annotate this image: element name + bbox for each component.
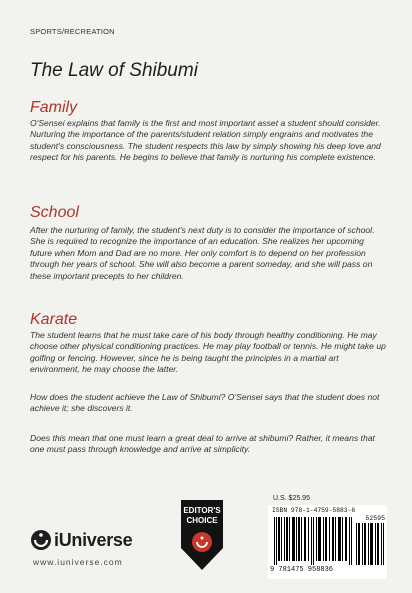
barcode-addon-icon [356,523,384,565]
section-heading-school: School [30,204,79,221]
seal-emblem-icon [192,532,212,552]
section-text-karate: The student learns that he must take care of his body through healthy conditioning. He may choose other physical conditioning practices. He may play football or tennis. He might take up golfing or fencing. However, since he is being taught the principles in a martial art environment, he may choose the latter. [30,330,386,375]
section-text-family: O'Sensei explains that family is the first and most important asset a student should consider. Nurturing the importance of the parents/student relation simply engrains and motivates the student's consciousness. The student respects this law by simply showing his deep love and respect for his parents. He begins to believe that family is nurturing his complete existence. [30,118,381,163]
seal-line1: EDITOR'S [183,506,221,515]
book-title: The Law of Shibumi [30,60,198,81]
seal-line2: CHOICE [186,516,218,525]
publisher-name: iUniverse [54,529,133,550]
category-label: SPORTS/RECREATION [30,27,115,36]
barcode-area [268,505,387,579]
addon-code: 52595 [365,515,385,522]
closing-answer: Does this mean that one must learn a great deal to arrive at shibumi? Rather, it means that one must pass through knowledge and arrive at simplicity. [30,433,375,455]
price-label: U.S. $25.95 [273,495,310,502]
closing-question: How does the student achieve the Law of Shibumi? O'Sensei says that the student does not achieve it; she discovers it. [30,392,380,414]
editors-choice-seal [177,498,227,572]
barcode-number: 9 781475 958836 [270,566,334,574]
isbn-text: ISBN 978-1-4759-5883-6 [272,507,356,514]
publisher-logo [30,529,132,551]
iuniverse-logo-icon [30,529,52,551]
section-text-school: After the nurturing of family, the student's next duty is to consider the importance of school. She is required to recognize the importance of an education. She realizes her upcoming future when Mom and Dad are no more. Her only comfort is to depend on her profession through her years of school. She will also become a parent someday, and she will pass on these important precepts to her children. [30,225,375,281]
section-heading-karate: Karate [30,311,78,328]
barcode-main-icon [274,517,352,565]
section-heading-family: Family [30,99,78,116]
publisher-url: www.iuniverse.com [33,557,123,567]
